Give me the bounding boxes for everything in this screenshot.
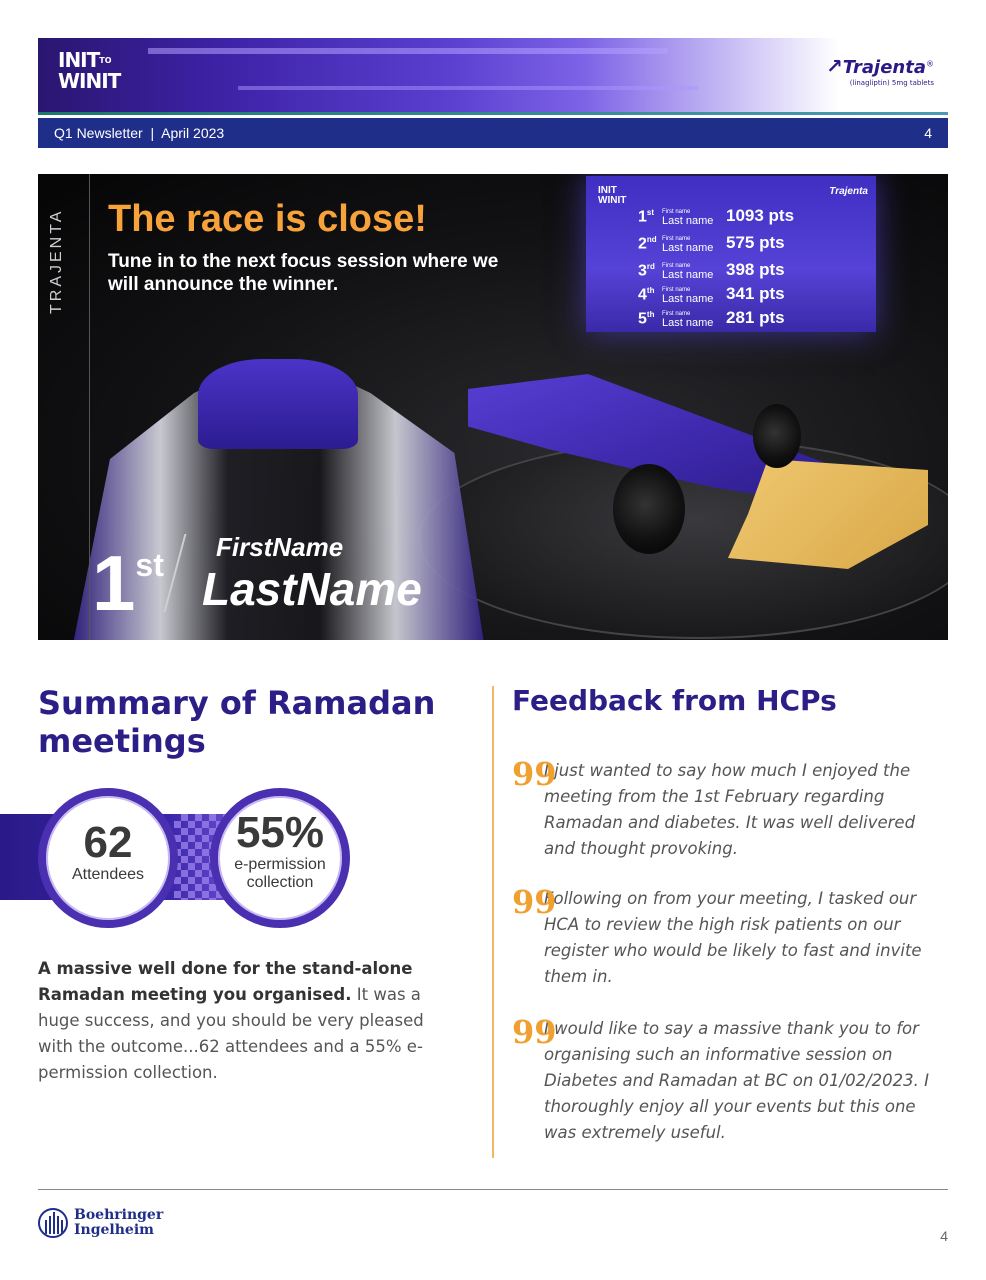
winner-rank: 1st	[92, 539, 164, 627]
newsletter-label: Q1 Newsletter	[54, 125, 143, 141]
boehringer-ingelheim-logo: Boehringer Ingelheim	[38, 1208, 163, 1238]
hero-subtitle: Tune in to the next focus session where we will announce the winner.	[108, 251, 499, 295]
summary-title: Summary of Ramadan meetings	[38, 684, 436, 760]
winner-first-name: FirstName	[216, 532, 344, 562]
race-car-wheel	[753, 404, 801, 468]
e-permission-stat: 55% e-permission collection	[210, 788, 350, 928]
feedback-quote: 99 I would like to say a massive thank you to for organising such an informative session on Diabetes and Ramadan at BC on 01/02/2023. I thoroughly enjoy all your events but this one was extremely useful.	[512, 1013, 929, 1142]
brand-swoosh-icon: ↗	[825, 54, 843, 78]
newsletter-date: April 2023	[161, 125, 225, 141]
leaderboard-row: 4th First name Last name 341 pts	[638, 284, 785, 305]
leaderboard-row: 3rd First name Last name 398 pts	[638, 260, 785, 281]
hero-image	[38, 174, 948, 640]
screen-logo: INIT WINIT	[598, 185, 627, 206]
feedback-title: Feedback from HCPs	[512, 684, 837, 717]
footer-rule	[38, 1189, 948, 1190]
winner-last-name: LastName	[202, 563, 422, 615]
newsletter-bar: Q1 Newsletter | April 2023 4	[38, 118, 948, 148]
quote-icon: 99	[512, 1013, 557, 1051]
feedback-quote: 99 Following on from your meeting, I tasked our HCA to review the high risk patients on our register who would be likely to fast and invite them in.	[512, 883, 922, 986]
banner-rule	[38, 112, 948, 115]
leaderboard-screen	[586, 176, 876, 332]
race-suit-collar	[198, 359, 358, 449]
feedback-quote: 99 I just wanted to say how much I enjoyed the meeting from the 1st February regarding Ramadan and diabetes. It was well delivered and thought provoking.	[512, 755, 916, 858]
banner-streak	[148, 48, 668, 54]
attendees-stat: 62 Attendees	[38, 788, 178, 928]
side-tab: TRAJENTA	[38, 174, 90, 640]
init-to-winit-logo: $INIT^{TO}$ WINIT	[58, 48, 121, 93]
leaderboard-row: 1st First name Last name 1093 pts	[638, 206, 795, 227]
summary-paragraph: A massive well done for the stand-alone Ramadan meeting you organised. It was a huge success, and you should be very pleased with the outcome...62 attendees and a 55% e-permission collection.	[38, 959, 424, 1082]
trajenta-logo: ↗Trajenta® (linagliptin) 5mg tablets	[825, 54, 934, 87]
footer-page-number: 4	[940, 1228, 948, 1244]
column-divider	[492, 686, 494, 1158]
race-car-wheel	[613, 464, 685, 554]
boehringer-logo-icon	[38, 1208, 68, 1238]
banner-streak	[238, 86, 698, 90]
leaderboard-row: 5th First name Last name 281 pts	[638, 308, 785, 329]
leaderboard-row: 2nd First name Last name 575 pts	[638, 233, 785, 254]
hero-title: The race is close!	[108, 198, 427, 240]
quote-icon: 99	[512, 883, 557, 921]
quote-icon: 99	[512, 755, 557, 793]
screen-brand: Trajenta	[829, 186, 868, 197]
header-page-number: 4	[924, 125, 932, 141]
header-banner	[38, 38, 948, 112]
